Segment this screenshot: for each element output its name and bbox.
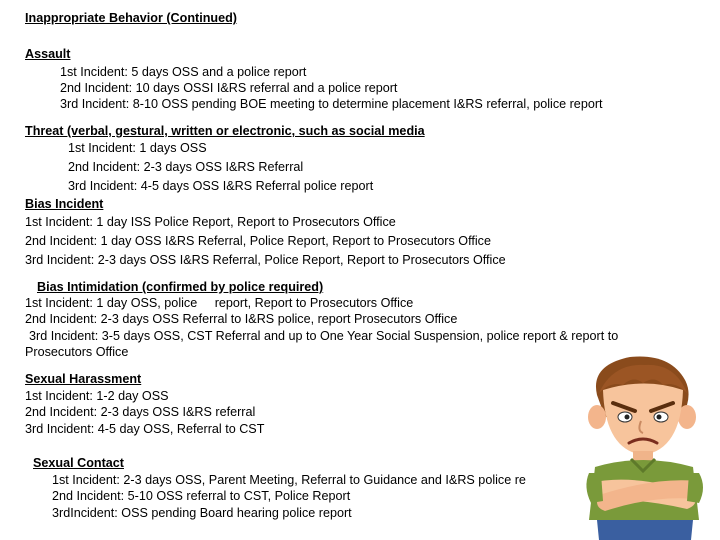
bias-incident-heading: Bias Incident: [25, 197, 104, 211]
bias-intimidation-line-4: Prosecutors Office: [25, 345, 129, 359]
threat-line-1: 1st Incident: 1 days OSS: [68, 141, 207, 155]
sexual-contact-line-2: 2nd Incident: 5-10 OSS referral to CST, Police Report: [52, 489, 351, 503]
bias-intimidation-line-3: 3rd Incident: 3-5 days OSS, CST Referral and up to One Year Social Suspension, police report & report to: [29, 329, 619, 343]
bias-incident-line-1: 1st Incident: 1 day ISS Police Report, Report to Prosecutors Office: [25, 215, 396, 229]
assault-line-3: 3rd Incident: 8-10 OSS pending BOE meeting to determine placement I&RS referral, police report: [60, 97, 603, 111]
sexual-harassment-line-1: 1st Incident: 1-2 day OSS: [25, 389, 169, 403]
assault-line-2: 2nd Incident: 10 days OSSI I&RS referral and a police report: [60, 81, 398, 95]
bias-intimidation-heading: Bias Intimidation (confirmed by police required): [37, 280, 324, 294]
threat-line-2: 2nd Incident: 2-3 days OSS I&RS Referral: [68, 160, 304, 174]
sexual-contact-line-1: 1st Incident: 2-3 days OSS, Parent Meeting, Referral to Guidance and I&RS police re: [52, 473, 526, 487]
bias-intimidation-line-2: 2nd Incident: 2-3 days OSS Referral to I&RS police, report Prosecutors Office: [25, 312, 458, 326]
sexual-harassment-heading: Sexual Harassment: [25, 372, 142, 386]
sexual-contact-heading: Sexual Contact: [33, 456, 124, 470]
bias-incident-line-3: 3rd Incident: 2-3 days OSS I&RS Referral, Police Report, Report to Prosecutors Office: [25, 253, 506, 267]
bias-incident-line-2: 2nd Incident: 1 day OSS I&RS Referral, Police Report, Report to Prosecutors Office: [25, 234, 491, 248]
sexual-harassment-line-3: 3rd Incident: 4-5 day OSS, Referral to CST: [25, 422, 265, 436]
angry-boy-icon: [575, 355, 715, 540]
assault-heading: Assault: [25, 47, 71, 61]
sexual-harassment-line-2: 2nd Incident: 2-3 days OSS I&RS referral: [25, 405, 256, 419]
sexual-contact-line-3: 3rdIncident: OSS pending Board hearing police report: [52, 506, 352, 520]
page-title: Inappropriate Behavior (Continued): [25, 11, 238, 25]
assault-line-1: 1st Incident: 5 days OSS and a police report: [60, 65, 307, 79]
threat-heading: Threat (verbal, gestural, written or electronic, such as social media: [25, 124, 425, 138]
bias-intimidation-line-1: 1st Incident: 1 day OSS, police report, Report to Prosecutors Office: [25, 296, 414, 310]
threat-line-3: 3rd Incident: 4-5 days OSS I&RS Referral police report: [68, 179, 374, 193]
